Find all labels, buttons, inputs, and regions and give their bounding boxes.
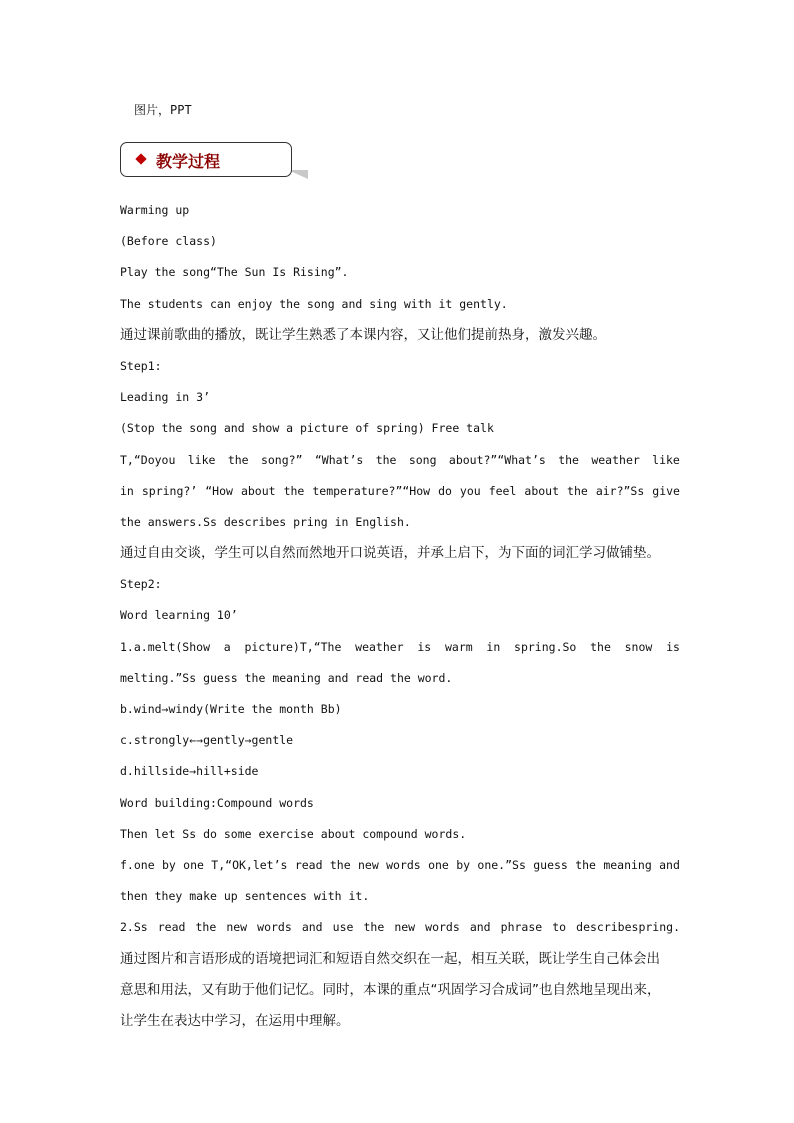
lesson-text-line (120, 850, 680, 881)
word: weather (591, 452, 640, 467)
lesson-text-line (120, 445, 680, 476)
lesson-text-line: b.wind→windy(Write the month Bb) (120, 702, 342, 716)
word: and (659, 857, 680, 872)
lesson-text-line: Word building:Compound words (120, 795, 314, 810)
lesson-text-line (120, 912, 680, 943)
word: by (161, 857, 176, 872)
word: the (329, 857, 351, 872)
lesson-text-line: Then let Ss do some exercise about compound words. (120, 826, 467, 841)
word: new (226, 920, 248, 935)
word: use (332, 920, 354, 935)
word: words (386, 857, 421, 872)
word: describespring. (576, 920, 680, 935)
lesson-text-line: Step1: (120, 358, 162, 373)
lesson-text-line: The students can enjoy the song and sing with it gently. (120, 296, 508, 311)
lesson-text-line: (Stop the song and show a picture of spring) Free talk (120, 421, 494, 436)
word: spring?’ (141, 483, 198, 498)
lesson-text-line: the answers.Ss describes pring in English. (120, 514, 411, 529)
word: you (459, 483, 481, 498)
word: “What’s (314, 452, 364, 467)
word: new (394, 920, 416, 935)
chinese-note-line: 通过图片和言语形成的语境把词汇和短语自然交织在一起，相互关联，既让学生自己体会出 (120, 950, 660, 967)
word: 1.a.melt(Show (120, 639, 211, 654)
materials-text: 图片，PPT (134, 103, 192, 117)
word: song (408, 452, 437, 467)
word: in (120, 483, 134, 498)
word: one.”Ss (477, 857, 526, 872)
word: f.one (120, 857, 155, 872)
word: one (183, 857, 204, 872)
lesson-text-line: c.strongly←→gently→gentle (120, 733, 294, 748)
chinese-note-line: 意思和用法，又有助于他们记忆。同时，本课的重点“巩固学习合成词”也自然地呈现出来， (120, 981, 661, 998)
word: warm (444, 639, 473, 654)
word: the (195, 920, 217, 935)
word: the (375, 452, 397, 467)
lesson-text-line: Play the song“The Sun Is Rising”. (120, 265, 349, 280)
word: T,“Doyou (120, 452, 176, 467)
word: is (666, 639, 680, 654)
word: the (363, 920, 385, 935)
word: give (652, 483, 680, 498)
lesson-content (120, 195, 680, 1037)
word: one (428, 857, 449, 872)
word: to (552, 920, 567, 935)
word: words (257, 920, 292, 935)
lesson-text-line: then they make up sentences with it. (120, 889, 370, 904)
lesson-text-line (120, 632, 680, 663)
word: like (652, 452, 680, 467)
word: words (425, 920, 460, 935)
word: read (294, 857, 323, 872)
word: a (223, 639, 231, 654)
lesson-text-line: (Before class) (120, 234, 217, 249)
lesson-text-line (120, 476, 680, 507)
lesson-text-line: Warming up (120, 203, 190, 217)
word: by (456, 857, 471, 872)
word: in (486, 639, 501, 654)
word: the (558, 452, 579, 467)
lesson-text-line: Word learning 10’ (120, 608, 238, 623)
word: meaning (603, 857, 652, 872)
word: “How (205, 483, 233, 498)
word: the (590, 639, 611, 654)
word: the (567, 483, 588, 498)
word: new (357, 857, 379, 872)
word: and (301, 920, 323, 935)
word: the (283, 483, 305, 498)
word: about?”“What’s (448, 452, 546, 467)
word: temperature?”“How (312, 483, 431, 498)
word: picture)T,“The (244, 639, 342, 654)
word: the (575, 857, 596, 872)
word: phrase (500, 920, 543, 935)
word: 2.Ss (120, 920, 148, 935)
lesson-text-line: melting.”Ss guess the meaning and read the word. (120, 670, 453, 685)
lesson-text-line: Leading in 3’ (120, 390, 211, 405)
chinese-note-line: 让学生在表达中学习，在运用中理解。 (120, 1012, 350, 1029)
lesson-text-line: d.hillside→hill+side (120, 764, 259, 779)
word: snow (624, 639, 653, 654)
word: song?” (260, 452, 303, 467)
word: do (438, 483, 452, 498)
word: like (187, 452, 216, 467)
word: about (524, 483, 560, 498)
word: read (157, 920, 186, 935)
word: guess (533, 857, 568, 872)
word: air?”Ss (595, 483, 645, 498)
chinese-note-line: 通过自由交谈，学生可以自然而然地开口说英语，并承上启下，为下面的词汇学习做铺垫。 (120, 545, 660, 562)
word: and (469, 920, 491, 935)
word: T,“OK,let’s (211, 857, 288, 872)
word: about (240, 483, 276, 498)
word: the (227, 452, 249, 467)
chinese-note-line: 通过课前歌曲的播放，既让学生熟悉了本课内容，又让他们提前热身，激发兴趣。 (120, 326, 606, 343)
word: feel (488, 483, 517, 498)
word: weather (355, 639, 404, 654)
word: spring.So (514, 639, 577, 654)
word: is (417, 639, 432, 654)
section-title: 教学过程 (156, 152, 221, 171)
lesson-text-line: Step2: (120, 577, 162, 592)
